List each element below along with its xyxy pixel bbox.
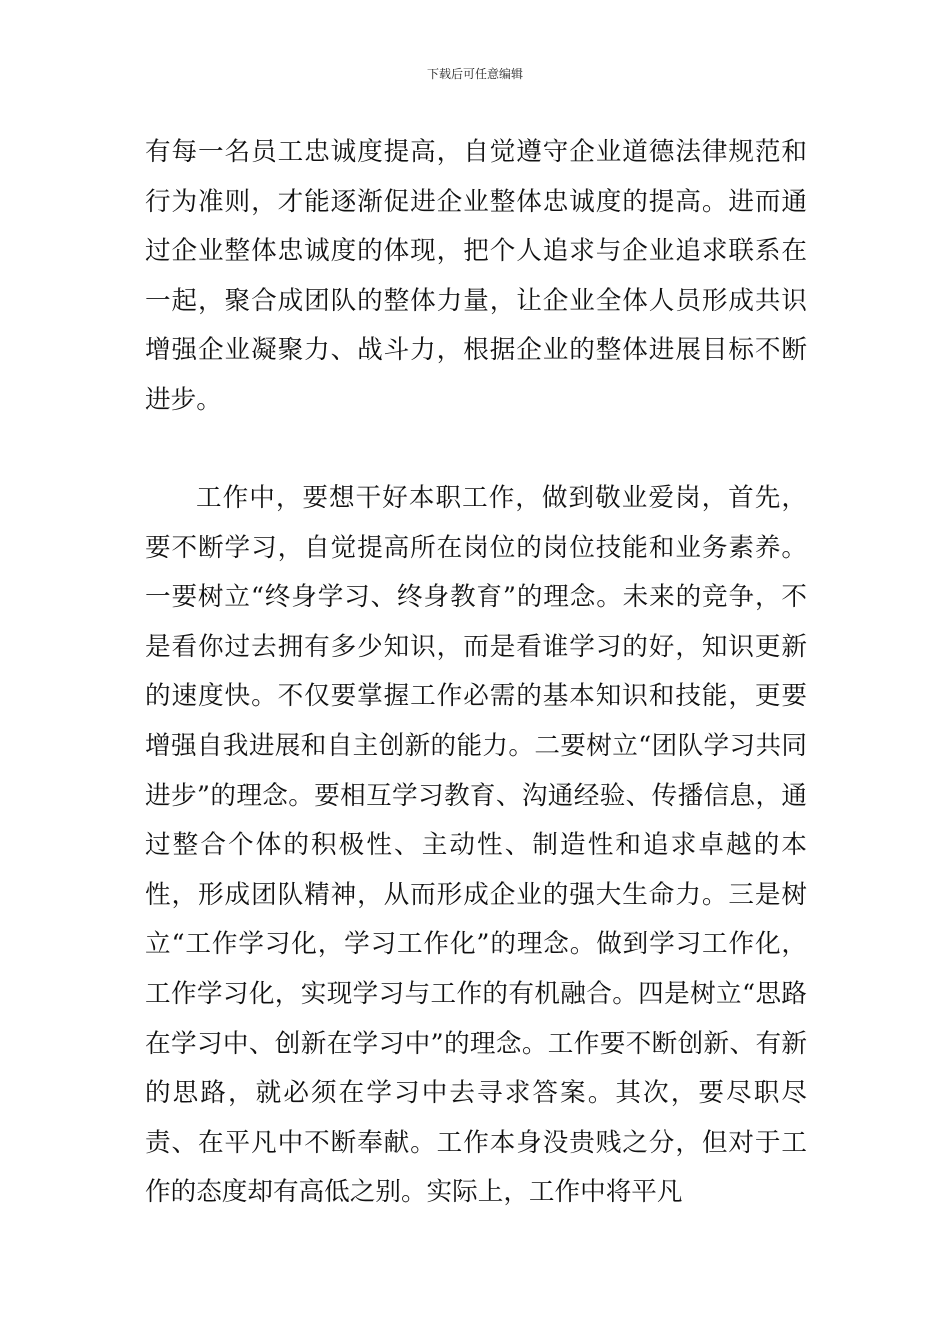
paragraph-2: 工作中，要想干好本职工作，做到敬业爱岗，首先，要不断学习，自觉提高所在岗位的岗位技能和业务素养。一要树立“终身学习、终身教育”的理念。未来的竞争，不是看你过去拥有多少知识，而是看谁学习的好，知识更新的速度快。不仅要掌握工作必需的基本知识和技能，更要增强自我进展和自主创新的能力。二要树立“团队学习共同进步”的理念。要相互学习教育、沟通经验、传播信息，通过整合个体的积极性、主动性、制造性和追求卓越的本性，形成团队精神，从而形成企业的强大生命力。三是树立“工作学习化，学习工作化”的理念。做到学习工作化，工作学习化，实现学习与工作的有机融合。四是树立“思路在学习中、创新在学习中”的理念。工作要不断创新、有新的思路，就必须在学习中去寻求答案。其次，要尽职尽责、在平凡中不断奉献。工作本身没贵贱之分，但对于工作的态度却有高低之别。实际上，工作中将平凡	[145, 483, 807, 1208]
paragraph-1: 有每一名员工忠诚度提高，自觉遵守企业道德法律规范和行为准则，才能逐渐促进企业整体忠诚度的提高。进而通过企业整体忠诚度的体现，把个人追求与企业追求联系在一起，聚合成团队的整体力量，让企业全体人员形成共识增强企业凝聚力、战斗力，根据企业的整体进展目标不断进步。	[145, 137, 807, 415]
header-note: 下载后可任意编辑	[426, 67, 523, 81]
